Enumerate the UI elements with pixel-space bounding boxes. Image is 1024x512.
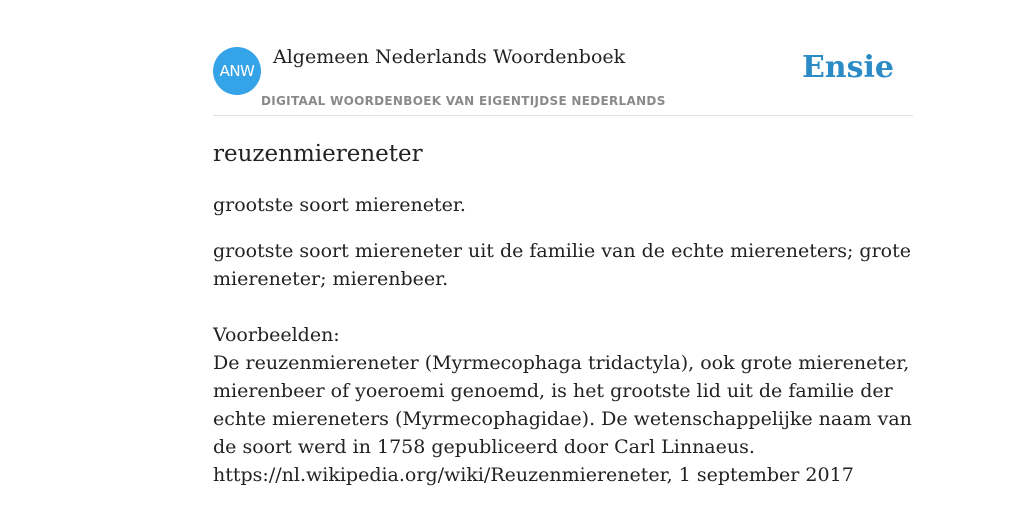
anw-logo[interactable]: ANW (213, 47, 261, 95)
ensie-brand-link[interactable]: Ensie (801, 50, 894, 85)
site-header (213, 44, 913, 116)
header-divider (213, 115, 913, 116)
entry-content (213, 138, 913, 489)
site-title[interactable]: Algemeen Nederlands Woordenboek (273, 46, 626, 68)
site-subtitle: DIGITAAL WOORDENBOEK VAN EIGENTIJDSE NEDERLANDS (261, 94, 666, 108)
example-text: De reuzenmiereneter (Myrmecophaga tridactyla), ook grote miereneter, mierenbeer of yoeroemi genoemd, is het grootste lid uit de familie der echte miereneters (Myrmecophagidae). De wetenschappelijke naam van de soort werd in 1758 gepubliceerd door Carl Linnaeus. (213, 352, 912, 458)
long-definition: grootste soort miereneter uit de familie van de echte miereneters; grote miereneter; mierenbeer. (213, 240, 911, 290)
examples-label: Voorbeelden: (213, 324, 340, 346)
source-citation: https://nl.wikipedia.org/wiki/Reuzenmiereneter, 1 september 2017 (213, 464, 854, 486)
short-definition: grootste soort miereneter. (213, 194, 466, 216)
entry-word: reuzenmiereneter (213, 141, 423, 167)
